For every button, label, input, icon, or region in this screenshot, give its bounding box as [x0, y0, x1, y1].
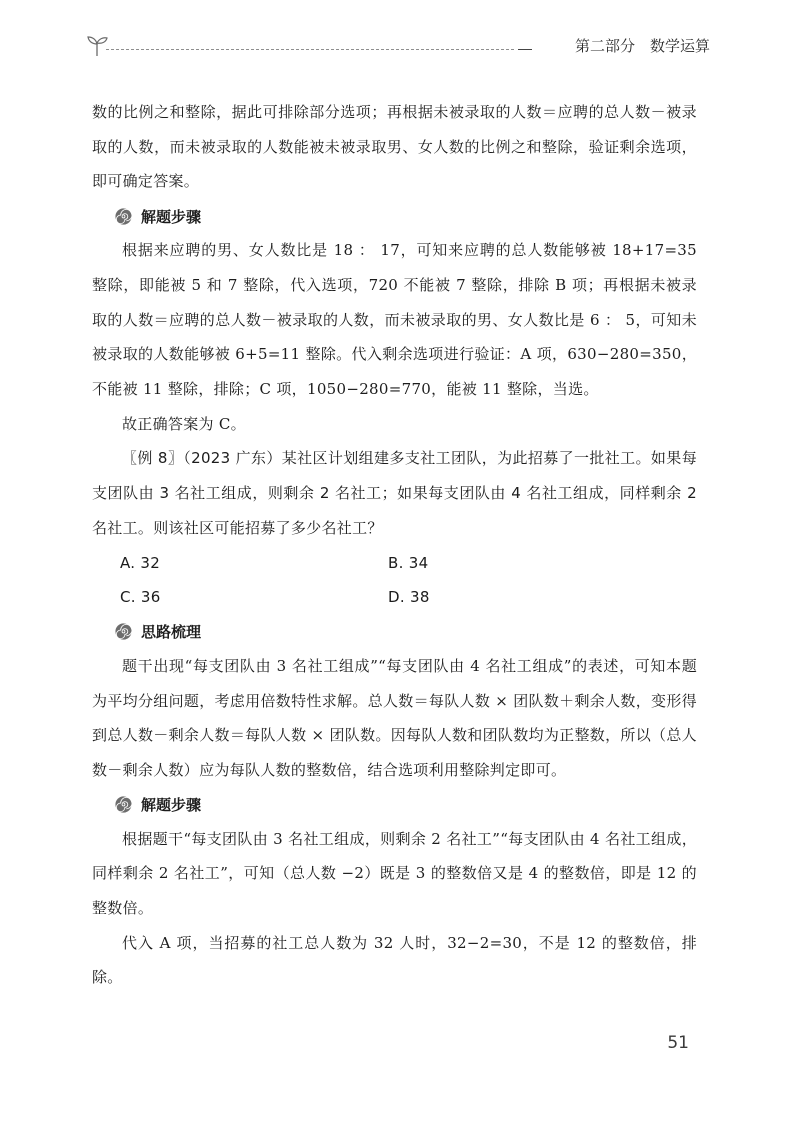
heading-solution-steps-2	[114, 788, 697, 822]
header-rule-end	[518, 49, 532, 50]
page-body	[92, 95, 697, 995]
page-number: 51	[667, 1033, 689, 1053]
heading-label: 解题步骤	[141, 207, 202, 226]
spiral-circle-icon	[114, 622, 133, 641]
example-question: 〖例 8〗（2023 广东）某社区计划组建多支社工团队，为此招募了一批社工。如果每支团队由 3 名社工组成，则剩余 2 名社工；如果每支团队由 4 名社工组成，同样剩余 2 名社工。则该社区可能招募了多少名社工？	[92, 449, 697, 537]
paragraph-option-a-check: 代入 A 项，当招募的社工总人数为 32 人时，32−2=30，不是 12 的整数倍，排除。	[92, 933, 697, 987]
paragraph-intro: 数的比例之和整除，据此可排除部分选项；再根据未被录取的人数＝应聘的总人数－被录取的人数，而未被录取的人数能被未被录取男、女人数的比例之和整除，验证剩余选项，即可确定答案。	[92, 103, 697, 191]
sprout-icon	[84, 32, 110, 58]
paragraph-answer: 故正确答案为 C。	[122, 414, 246, 433]
options-row	[120, 580, 680, 615]
option-a: A. 32	[120, 553, 161, 572]
options-row	[120, 545, 680, 580]
heading-label: 解题步骤	[141, 796, 202, 815]
header-dashed-rule	[106, 49, 514, 50]
option-c: C. 36	[120, 588, 161, 607]
section-title: 第二部分 数学运算	[574, 37, 710, 55]
option-b: B. 34	[388, 553, 429, 572]
heading-label: 思路梳理	[141, 623, 202, 642]
spiral-circle-icon	[114, 207, 133, 226]
paragraph-analysis: 题干出现“每支团队由 3 名社工组成”“每支团队由 4 名社工组成”的表述，可知本题为平均分组问题，考虑用倍数特性求解。总人数＝每队人数 × 团队数＋剩余人数，变形得到总人数－剩余人数＝每队人数 × 团队数。因每队人数和团队数均为正整数，所以（总人数－剩余人数）应为每队人数的整数倍，结合选项利用整除判定即可。	[92, 656, 697, 779]
paragraph-solution-2: 根据题干“每支团队由 3 名社工组成，则剩余 2 名社工”“每支团队由 4 名社工组成，同样剩余 2 名社工”，可知（总人数 −2）既是 3 的整数倍又是 4 的整数倍，即是 12 的整数倍。	[92, 829, 697, 918]
option-d: D. 38	[388, 588, 430, 607]
heading-thinking	[114, 615, 697, 649]
heading-solution-steps	[114, 199, 697, 233]
answer-options	[120, 545, 680, 614]
paragraph-solution-1: 根据来应聘的男、女人数比是 18 ： 17，可知来应聘的总人数能够被 18+17=35 整除，即能被 5 和 7 整除，代入选项，720 不能被 7 整除，排除 B 项；再根据未被录取的人数＝应聘的总人数－被录取的人数，而未被录取的男、女人数比是 6 ： 5，可知未被录取的人数能够被 6+5=11 整除。代入剩余选项进行验证：A 项，630−280=350，不能被 11 整除，排除；C 项，1050−280=770，能被 11 整除，当选。	[92, 241, 697, 398]
spiral-circle-icon	[114, 795, 133, 814]
page-header	[84, 34, 710, 58]
